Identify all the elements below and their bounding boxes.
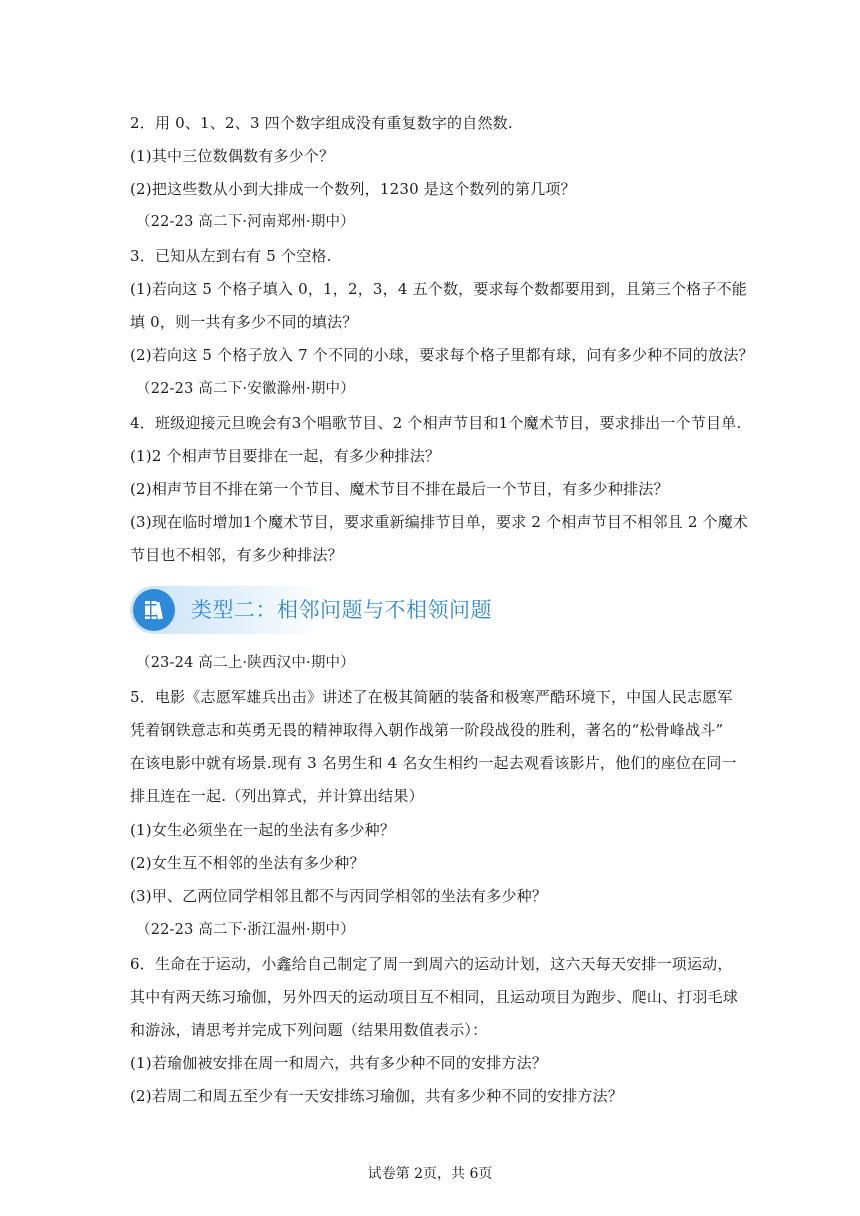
question-2-part-1: (1)其中三位数偶数有多少个？: [130, 147, 335, 165]
question-5-stem-3: 在该电影中就有场景.现有 3 名男生和 4 名女生相约一起去观看该影片，他们的座位在同一: [130, 754, 737, 772]
question-2-stem: 2．用 0、1、2、3 四个数字组成没有重复数字的自然数.: [130, 114, 513, 132]
question-5-stem-2: 凭着钢铁意志和英勇无畏的精神取得入朝作战第一阶段战役的胜利，著名的“松骨峰战斗”: [130, 721, 724, 739]
question-3-part-1: (1)若向这 5 个格子填入 0，1，2，3，4 五个数，要求每个数都要用到，且第三个格子不能: [130, 280, 747, 298]
question-3-part-2: (2)若向这 5 个格子放入 7 个不同的小球，要求每个格子里都有球，问有多少种不同的放法？: [130, 346, 754, 364]
question-4-part-2: (2)相声节目不排在第一个节目、魔术节目不排在最后一个节目，有多少种排法？: [130, 480, 669, 498]
question-3-stem: 3．已知从左到右有 5 个空格.: [130, 247, 332, 265]
question-5-part-3: (3)甲、乙两位同学相邻且都不与丙同学相邻的坐法有多少种？: [130, 887, 548, 905]
page-footer: 试卷第 2页，共 6页: [367, 1166, 493, 1182]
question-3-source: （22-23 高二下·河南郑州·期中）: [136, 214, 355, 230]
question-6-stem-3: 和游泳，请思考并完成下列问题（结果用数值表示）：: [130, 1021, 488, 1039]
section-title: 类型二：相邻问题与不相领问题: [191, 598, 492, 622]
section-banner: [130, 586, 492, 634]
question-6-part-1: (1)若瑜伽被安排在周一和周六，共有多少种不同的安排方法？: [130, 1054, 548, 1072]
question-4-part-3-cont: 节目也不相邻，有多少种排法？: [130, 546, 343, 564]
question-4-part-3: (3)现在临时增加1个魔术节目，要求重新编排节目单，要求 2 个相声节目不相邻且 2 个魔术: [130, 513, 749, 531]
question-5-source: （23-24 高二上·陕西汉中·期中）: [136, 655, 355, 671]
question-5-stem-1: 5．电影《志愿军雄兵出击》讲述了在极其简陋的装备和极寒严酷环境下，中国人民志愿军: [130, 688, 733, 706]
question-3-part-1-cont: 填 0，则一共有多少不同的填法？: [130, 313, 358, 331]
question-4-stem: 4．班级迎接元旦晚会有3个唱歌节目、2 个相声节目和1个魔术节目，要求排出一个节目单.: [130, 414, 742, 432]
question-2-part-2: (2)把这些数从小到大排成一个数列，1230 是这个数列的第几项？: [130, 180, 576, 198]
question-4-part-1: (1)2 个相声节目要排在一起，有多少种排法？: [130, 447, 441, 465]
books-icon: [133, 589, 175, 631]
question-5-part-2: (2)女生互不相邻的坐法有多少种？: [130, 854, 365, 872]
question-4-source: （22-23 高二下·安徽滁州·期中）: [136, 381, 355, 397]
question-6-stem-1: 6．生命在于运动，小鑫给自己制定了周一到周六的运动计划，这六天每天安排一项运动，: [130, 955, 733, 973]
question-6-part-2: (2)若周二和周五至少有一天安排练习瑜伽，共有多少种不同的安排方法？: [130, 1087, 624, 1105]
question-6-stem-2: 其中有两天练习瑜伽，另外四天的运动项目互不相同，且运动项目为跑步、爬山、打羽毛球: [130, 988, 739, 1006]
question-6-source: （22-23 高二下·浙江温州·期中）: [136, 922, 355, 938]
question-5-stem-4: 排且连在一起.（列出算式，并计算出结果）: [130, 787, 424, 805]
question-5-part-1: (1)女生必须坐在一起的坐法有多少种？: [130, 821, 396, 839]
